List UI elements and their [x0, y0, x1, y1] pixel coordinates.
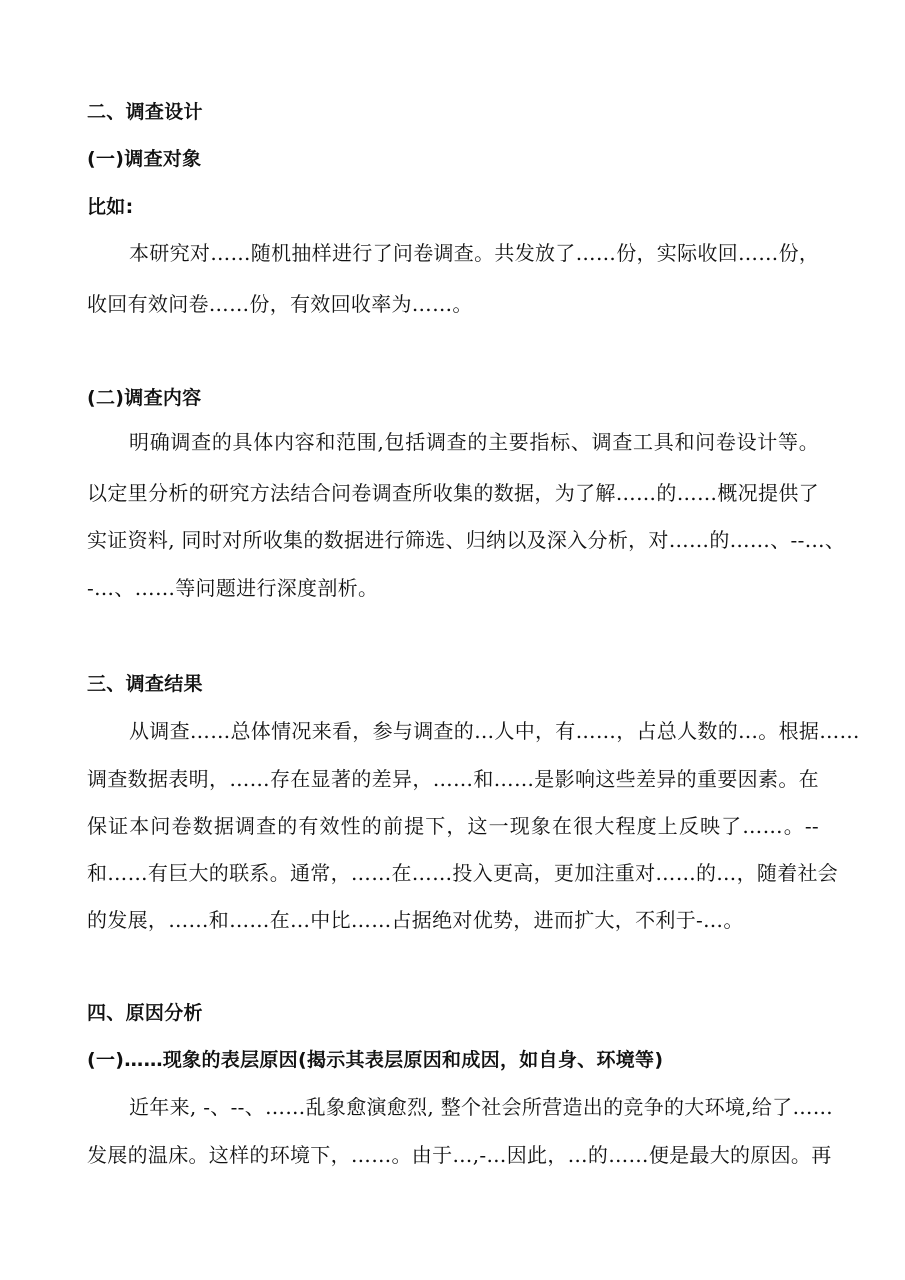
section-heading-cause-analysis: 四、原因分析 [87, 1002, 203, 1024]
paragraph-line [129, 1092, 834, 1122]
paragraph-line [87, 811, 819, 841]
paragraph-line [87, 478, 819, 508]
paragraph-text: 保证本问卷数据调查的有效性的前提下，这一现象在很大程度上反映了……。-- [87, 814, 819, 838]
paragraph-text: 明确调查的具体内容和范围,包括调查的主要指标、调查工具和问卷设计等。 [129, 430, 819, 454]
paragraph-line: -…、……等问题进行深度剖析。 [87, 576, 379, 600]
paragraph-line [129, 427, 819, 457]
paragraph-text: 和……有巨大的联系。通常，……在……投入更高，更加注重对……的…，随着社会 [87, 861, 839, 885]
subheading-survey-subjects: (一)调查对象 [87, 148, 202, 170]
paragraph-line [129, 716, 860, 746]
example-label: 比如: [87, 196, 134, 218]
paragraph-text: 从调查……总体情况来看，参与调查的…人中，有……，占总人数的…。根据…… [129, 719, 860, 743]
paragraph-line: 收回有效问卷……份，有效回收率为……。 [87, 292, 473, 316]
paragraph-text: 以定里分析的研究方法结合问卷调查所收集的数据，为了解……的……概况提供了 [87, 481, 819, 505]
subheading-surface-causes: (一)……现象的表层原因(揭示其表层原因和成因，如自身、环境等) [87, 1049, 664, 1071]
section-heading-survey-results: 三、调查结果 [87, 673, 203, 695]
paragraph-text: 调查数据表明，……存在显著的差异，……和……是影响这些差异的重要因素。在 [87, 767, 819, 791]
paragraph-line [129, 238, 819, 268]
paragraph-line: 的发展，……和……在…中比……占据绝对优势，进而扩大，不利于-…。 [87, 908, 744, 932]
paragraph-text: 实证资料, 同时对所收集的数据进行筛选、归纳以及深入分析，对……的……、--…、 [87, 528, 846, 552]
paragraph-line [87, 525, 846, 555]
subheading-survey-content: (二)调查内容 [87, 387, 202, 409]
paragraph-text: 近年来, -、--、……乱象愈演愈烈, 整个社会所营造出的竞争的大环境,给了…… [129, 1095, 834, 1119]
paragraph-line [87, 764, 819, 794]
paragraph-text: 本研究对……随机抽样进行了问卷调查。共发放了……份，实际收回……份， [129, 241, 820, 265]
paragraph-line [87, 858, 839, 888]
paragraph-line [87, 1140, 832, 1170]
section-heading-survey-design: 二、调查设计 [87, 101, 203, 123]
paragraph-text: 发展的温床。这样的环境下，……。由于…,-…因此，…的……便是最大的原因。再 [87, 1143, 832, 1167]
